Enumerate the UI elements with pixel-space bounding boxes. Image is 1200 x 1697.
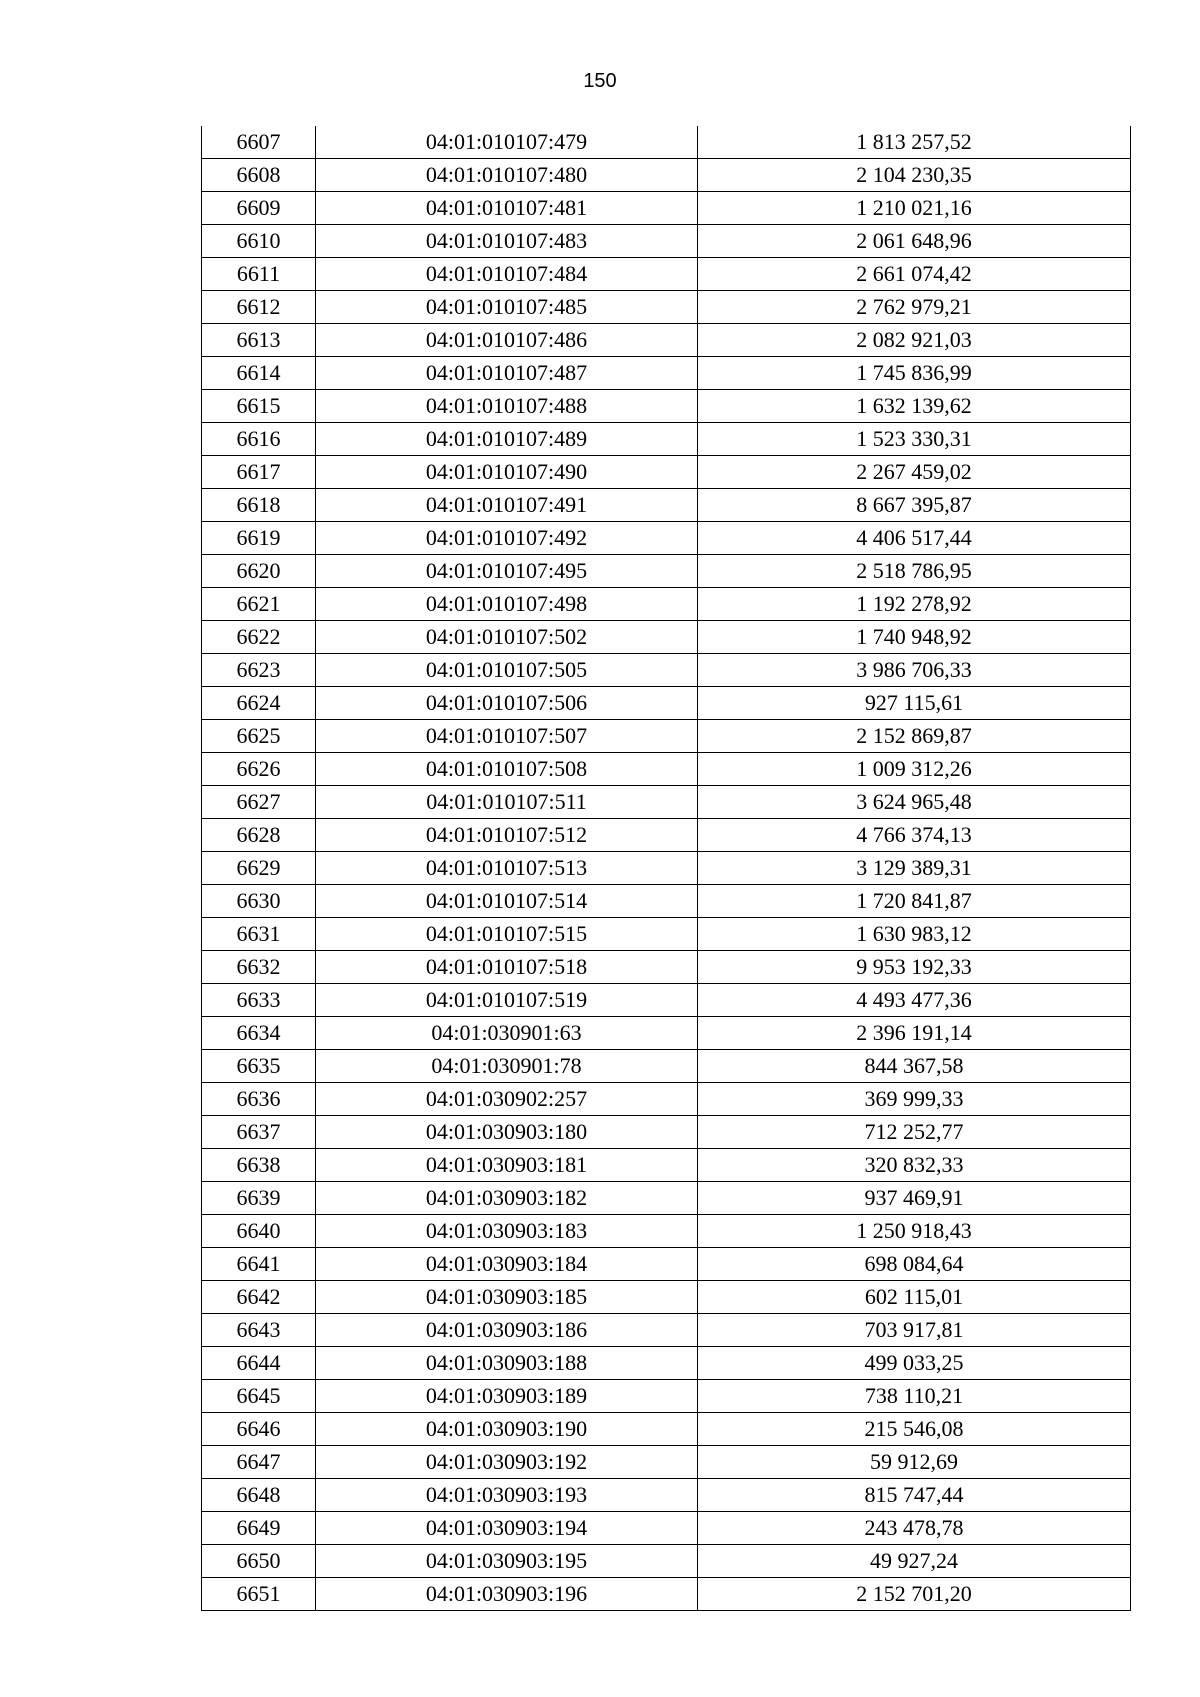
table-row <box>202 456 1131 489</box>
row-number-cell: 6641 <box>202 1248 316 1281</box>
table-row <box>202 192 1131 225</box>
value-cell: 712 252,77 <box>698 1116 1131 1149</box>
cadastral-number-cell: 04:01:010107:487 <box>316 357 698 390</box>
row-number-cell: 6648 <box>202 1479 316 1512</box>
value-cell: 2 061 648,96 <box>698 225 1131 258</box>
cadastral-number-cell: 04:01:010107:508 <box>316 753 698 786</box>
table-row <box>202 1182 1131 1215</box>
row-number-cell: 6638 <box>202 1149 316 1182</box>
table-row <box>202 1050 1131 1083</box>
cadastral-number-cell: 04:01:010107:518 <box>316 951 698 984</box>
row-number-cell: 6609 <box>202 192 316 225</box>
cadastral-number-cell: 04:01:010107:513 <box>316 852 698 885</box>
table-row <box>202 1446 1131 1479</box>
table-row <box>202 126 1131 159</box>
cadastral-number-cell: 04:01:030903:186 <box>316 1314 698 1347</box>
table-row <box>202 984 1131 1017</box>
page-number: 150 <box>583 70 617 92</box>
row-number-cell: 6618 <box>202 489 316 522</box>
value-cell: 815 747,44 <box>698 1479 1131 1512</box>
cadastral-number-cell: 04:01:010107:481 <box>316 192 698 225</box>
value-cell: 3 986 706,33 <box>698 654 1131 687</box>
table-row <box>202 357 1131 390</box>
row-number-cell: 6627 <box>202 786 316 819</box>
table-row <box>202 786 1131 819</box>
value-cell: 1 745 836,99 <box>698 357 1131 390</box>
table-row <box>202 687 1131 720</box>
table-row <box>202 1545 1131 1578</box>
value-cell: 369 999,33 <box>698 1083 1131 1116</box>
row-number-cell: 6617 <box>202 456 316 489</box>
table-row <box>202 1380 1131 1413</box>
cadastral-number-cell: 04:01:010107:506 <box>316 687 698 720</box>
row-number-cell: 6620 <box>202 555 316 588</box>
value-cell: 49 927,24 <box>698 1545 1131 1578</box>
row-number-cell: 6607 <box>202 126 316 159</box>
cadastral-number-cell: 04:01:010107:498 <box>316 588 698 621</box>
cadastral-number-cell: 04:01:030903:181 <box>316 1149 698 1182</box>
row-number-cell: 6640 <box>202 1215 316 1248</box>
value-cell: 1 009 312,26 <box>698 753 1131 786</box>
cadastral-number-cell: 04:01:010107:488 <box>316 390 698 423</box>
value-cell: 1 740 948,92 <box>698 621 1131 654</box>
row-number-cell: 6624 <box>202 687 316 720</box>
value-cell: 703 917,81 <box>698 1314 1131 1347</box>
table-row <box>202 621 1131 654</box>
value-cell: 1 632 139,62 <box>698 390 1131 423</box>
value-cell: 927 115,61 <box>698 687 1131 720</box>
cadastral-number-cell: 04:01:010107:489 <box>316 423 698 456</box>
cadastral-number-cell: 04:01:010107:512 <box>316 819 698 852</box>
value-cell: 2 267 459,02 <box>698 456 1131 489</box>
value-cell: 2 518 786,95 <box>698 555 1131 588</box>
row-number-cell: 6623 <box>202 654 316 687</box>
table-row <box>202 1413 1131 1446</box>
value-cell: 9 953 192,33 <box>698 951 1131 984</box>
row-number-cell: 6634 <box>202 1017 316 1050</box>
cadastral-number-cell: 04:01:030903:185 <box>316 1281 698 1314</box>
row-number-cell: 6636 <box>202 1083 316 1116</box>
table-body <box>202 126 1131 1611</box>
row-number-cell: 6611 <box>202 258 316 291</box>
row-number-cell: 6646 <box>202 1413 316 1446</box>
cadastral-number-cell: 04:01:030903:192 <box>316 1446 698 1479</box>
table-row <box>202 1281 1131 1314</box>
table-row <box>202 225 1131 258</box>
row-number-cell: 6612 <box>202 291 316 324</box>
value-cell: 2 082 921,03 <box>698 324 1131 357</box>
row-number-cell: 6631 <box>202 918 316 951</box>
cadastral-number-cell: 04:01:030903:196 <box>316 1578 698 1611</box>
value-cell: 2 661 074,42 <box>698 258 1131 291</box>
value-cell: 2 762 979,21 <box>698 291 1131 324</box>
value-cell: 844 367,58 <box>698 1050 1131 1083</box>
row-number-cell: 6608 <box>202 159 316 192</box>
row-number-cell: 6645 <box>202 1380 316 1413</box>
cadastral-number-cell: 04:01:010107:514 <box>316 885 698 918</box>
row-number-cell: 6622 <box>202 621 316 654</box>
cadastral-number-cell: 04:01:010107:490 <box>316 456 698 489</box>
table-row <box>202 555 1131 588</box>
row-number-cell: 6615 <box>202 390 316 423</box>
value-cell: 4 493 477,36 <box>698 984 1131 1017</box>
value-cell: 1 813 257,52 <box>698 126 1131 159</box>
cadastral-number-cell: 04:01:030903:195 <box>316 1545 698 1578</box>
cadastral-number-cell: 04:01:030903:180 <box>316 1116 698 1149</box>
row-number-cell: 6628 <box>202 819 316 852</box>
row-number-cell: 6639 <box>202 1182 316 1215</box>
table-row <box>202 1479 1131 1512</box>
value-cell: 4 766 374,13 <box>698 819 1131 852</box>
value-cell: 937 469,91 <box>698 1182 1131 1215</box>
cadastral-number-cell: 04:01:030903:188 <box>316 1347 698 1380</box>
cadastral-number-cell: 04:01:010107:486 <box>316 324 698 357</box>
row-number-cell: 6651 <box>202 1578 316 1611</box>
table-row <box>202 159 1131 192</box>
cadastral-number-cell: 04:01:030903:184 <box>316 1248 698 1281</box>
table-row <box>202 291 1131 324</box>
row-number-cell: 6650 <box>202 1545 316 1578</box>
table-row <box>202 324 1131 357</box>
value-cell: 243 478,78 <box>698 1512 1131 1545</box>
row-number-cell: 6643 <box>202 1314 316 1347</box>
cadastral-number-cell: 04:01:030901:78 <box>316 1050 698 1083</box>
value-cell: 8 667 395,87 <box>698 489 1131 522</box>
row-number-cell: 6621 <box>202 588 316 621</box>
cadastral-number-cell: 04:01:010107:495 <box>316 555 698 588</box>
data-table <box>201 126 1131 1611</box>
table-row <box>202 819 1131 852</box>
cadastral-number-cell: 04:01:010107:519 <box>316 984 698 1017</box>
cadastral-number-cell: 04:01:030903:194 <box>316 1512 698 1545</box>
value-cell: 1 192 278,92 <box>698 588 1131 621</box>
row-number-cell: 6649 <box>202 1512 316 1545</box>
table-row <box>202 1512 1131 1545</box>
row-number-cell: 6633 <box>202 984 316 1017</box>
cadastral-number-cell: 04:01:010107:484 <box>316 258 698 291</box>
cadastral-number-cell: 04:01:010107:485 <box>316 291 698 324</box>
table-row <box>202 522 1131 555</box>
value-cell: 1 210 021,16 <box>698 192 1131 225</box>
value-cell: 59 912,69 <box>698 1446 1131 1479</box>
cadastral-number-cell: 04:01:030902:257 <box>316 1083 698 1116</box>
value-cell: 2 396 191,14 <box>698 1017 1131 1050</box>
cadastral-number-cell: 04:01:030901:63 <box>316 1017 698 1050</box>
cadastral-number-cell: 04:01:010107:515 <box>316 918 698 951</box>
table-row <box>202 588 1131 621</box>
value-cell: 1 523 330,31 <box>698 423 1131 456</box>
value-cell: 499 033,25 <box>698 1347 1131 1380</box>
cadastral-number-cell: 04:01:030903:182 <box>316 1182 698 1215</box>
table-row <box>202 1248 1131 1281</box>
cadastral-table <box>201 126 1130 1611</box>
table-row <box>202 1314 1131 1347</box>
value-cell: 320 832,33 <box>698 1149 1131 1182</box>
value-cell: 1 630 983,12 <box>698 918 1131 951</box>
table-row <box>202 1116 1131 1149</box>
value-cell: 1 250 918,43 <box>698 1215 1131 1248</box>
row-number-cell: 6644 <box>202 1347 316 1380</box>
value-cell: 1 720 841,87 <box>698 885 1131 918</box>
table-row <box>202 951 1131 984</box>
table-row <box>202 258 1131 291</box>
row-number-cell: 6626 <box>202 753 316 786</box>
row-number-cell: 6610 <box>202 225 316 258</box>
table-row <box>202 753 1131 786</box>
table-row <box>202 489 1131 522</box>
cadastral-number-cell: 04:01:010107:480 <box>316 159 698 192</box>
table-row <box>202 1347 1131 1380</box>
row-number-cell: 6629 <box>202 852 316 885</box>
table-row <box>202 1083 1131 1116</box>
value-cell: 3 624 965,48 <box>698 786 1131 819</box>
cadastral-number-cell: 04:01:010107:507 <box>316 720 698 753</box>
table-row <box>202 852 1131 885</box>
cadastral-number-cell: 04:01:010107:483 <box>316 225 698 258</box>
cadastral-number-cell: 04:01:030903:190 <box>316 1413 698 1446</box>
table-row <box>202 720 1131 753</box>
value-cell: 2 104 230,35 <box>698 159 1131 192</box>
table-row <box>202 918 1131 951</box>
value-cell: 602 115,01 <box>698 1281 1131 1314</box>
cadastral-number-cell: 04:01:010107:511 <box>316 786 698 819</box>
row-number-cell: 6614 <box>202 357 316 390</box>
row-number-cell: 6642 <box>202 1281 316 1314</box>
table-row <box>202 1017 1131 1050</box>
row-number-cell: 6616 <box>202 423 316 456</box>
value-cell: 3 129 389,31 <box>698 852 1131 885</box>
value-cell: 2 152 869,87 <box>698 720 1131 753</box>
table-row <box>202 423 1131 456</box>
row-number-cell: 6635 <box>202 1050 316 1083</box>
table-row <box>202 885 1131 918</box>
table-row <box>202 1149 1131 1182</box>
value-cell: 215 546,08 <box>698 1413 1131 1446</box>
cadastral-number-cell: 04:01:010107:479 <box>316 126 698 159</box>
row-number-cell: 6647 <box>202 1446 316 1479</box>
cadastral-number-cell: 04:01:030903:193 <box>316 1479 698 1512</box>
row-number-cell: 6637 <box>202 1116 316 1149</box>
cadastral-number-cell: 04:01:010107:502 <box>316 621 698 654</box>
table-row <box>202 654 1131 687</box>
row-number-cell: 6613 <box>202 324 316 357</box>
cadastral-number-cell: 04:01:030903:189 <box>316 1380 698 1413</box>
value-cell: 4 406 517,44 <box>698 522 1131 555</box>
table-row <box>202 1215 1131 1248</box>
cadastral-number-cell: 04:01:010107:492 <box>316 522 698 555</box>
row-number-cell: 6632 <box>202 951 316 984</box>
row-number-cell: 6625 <box>202 720 316 753</box>
cadastral-number-cell: 04:01:010107:505 <box>316 654 698 687</box>
value-cell: 698 084,64 <box>698 1248 1131 1281</box>
row-number-cell: 6619 <box>202 522 316 555</box>
table-row <box>202 1578 1131 1611</box>
table-row <box>202 390 1131 423</box>
row-number-cell: 6630 <box>202 885 316 918</box>
value-cell: 2 152 701,20 <box>698 1578 1131 1611</box>
value-cell: 738 110,21 <box>698 1380 1131 1413</box>
cadastral-number-cell: 04:01:010107:491 <box>316 489 698 522</box>
cadastral-number-cell: 04:01:030903:183 <box>316 1215 698 1248</box>
